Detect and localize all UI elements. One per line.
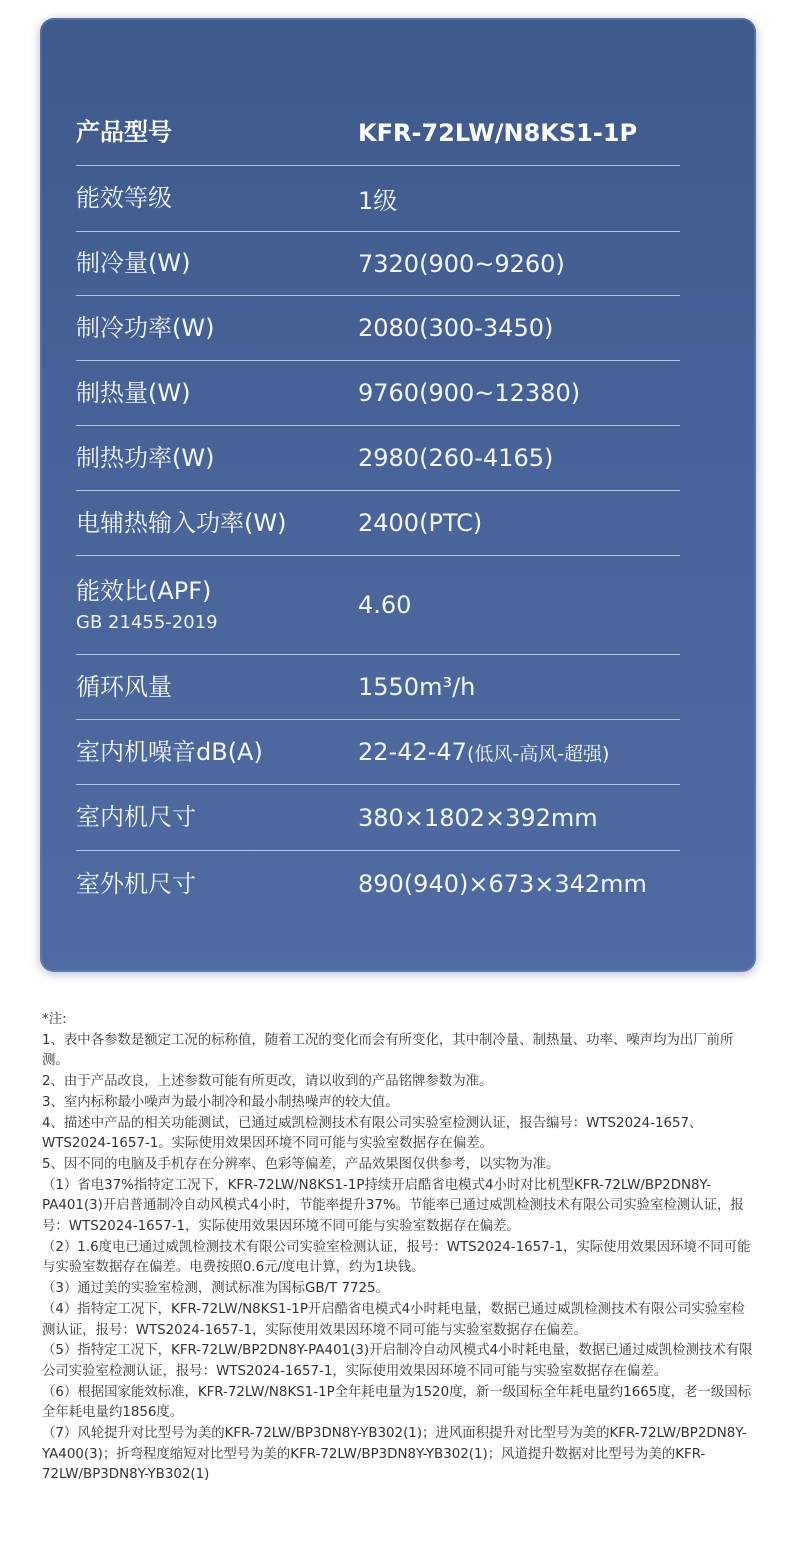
spec-value: 2400(PTC) [358, 509, 483, 537]
spec-label: 制冷量(W) [76, 249, 191, 278]
spec-value-main: 22-42-47 [358, 738, 467, 766]
spec-row-apf [76, 556, 680, 655]
spec-label [76, 577, 358, 633]
spec-row-indoor-size [76, 785, 680, 851]
spec-row-airflow [76, 655, 680, 720]
spec-row-indoor-noise [76, 720, 680, 785]
spec-value [358, 738, 680, 766]
footnote-item: （5）指特定工况下，KFR-72LW/BP2DN8Y-PA401(3)开启制冷自动风模式4小时耗电量，数据已通过威凯检测技术有限公司实验室检测认证，报号：WTS2024-1657-1，实际使用效果因环境不同可能与实验室数据存在偏差。 [42, 1343, 753, 1379]
spec-row-heating-power [76, 426, 680, 491]
spec-label-model: 产品型号 [76, 118, 172, 147]
spec-value: 2080(300-3450) [358, 314, 554, 342]
footnote-item: （3）通过美的实验室检测，测试标准为国标GB/T 7725。 [42, 1281, 389, 1297]
spec-value: 1550m³/h [358, 673, 476, 701]
footnotes-title: *注: [42, 1012, 67, 1027]
spec-value: 2980(260-4165) [358, 444, 554, 472]
spec-label: 室内机噪音dB(A) [76, 737, 263, 766]
spec-value: 9760(900~12380) [358, 379, 581, 407]
spec-value: 4.60 [358, 591, 412, 619]
spec-label: 电辅热输入功率(W) [76, 508, 287, 537]
spec-value: 380×1802×392mm [358, 803, 598, 832]
spec-value: 890(940)×673×342mm [358, 870, 647, 898]
footnote-item: （4）指特定工况下，KFR-72LW/N8KS1-1P开启酷省电模式4小时耗电量，数据已通过威凯检测技术有限公司实验室检测认证，报号：WTS2024-1657-1，实际使用效果因环境不同可能与实验室数据存在偏差。 [42, 1301, 745, 1338]
spec-label: 室外机尺寸 [76, 869, 196, 898]
footnotes [42, 1010, 758, 1486]
spec-row-aux-heater-power [76, 491, 680, 556]
spec-label: 室内机尺寸 [76, 803, 196, 832]
spec-value-suffix: (低风-高风-超强) [466, 743, 610, 765]
footnote-item: 3、室内标称最小噪声为最小制冷和最小制热噪声的较大值。 [42, 1094, 399, 1110]
footnote-item: 1、表中各参数是额定工况的标称值，随着工况的变化而会有所变化，其中制冷量、制热量、功率、噪声均为出厂前所测。 [42, 1032, 734, 1069]
spec-value-model: KFR-72LW/N8KS1-1P [358, 118, 638, 147]
footnote-item: （1）省电37%指特定工况下，KFR-72LW/N8KS1-1P持续开启酷省电模式4小时对比机型KFR-72LW/BP2DN8Y-PA401(3)开启普通制冷自动风模式4小时，节能率提升37%。节能率已通过威凯检测技术有限公司实验室检测认证，报号：WTS2024-1657-1，实际使用效果因环境不同可能与实验室数据存在偏差。 [42, 1177, 744, 1235]
spec-value: 7320(900~9260) [358, 249, 565, 278]
spec-row-cooling-capacity [76, 232, 680, 296]
spec-label-main: 能效比(APF) [76, 576, 212, 605]
footnote-item: （6）根据国家能效标准，KFR-72LW/N8KS1-1P全年耗电量为1520度，新一级国标全年耗电量约1665度，老一级国标全年耗电量约1856度。 [42, 1384, 751, 1421]
spec-row-model [76, 100, 680, 166]
spec-row-heating-capacity [76, 361, 680, 426]
footnote-item: 2、由于产品改良，上述参数可能有所更改，请以收到的产品铭牌参数为准。 [42, 1074, 493, 1090]
spec-label: 制热功率(W) [76, 443, 215, 472]
spec-row-efficiency-grade [76, 166, 680, 232]
footnote-item: 4、描述中产品的相关功能测试，已通过威凯检测技术有限公司实验室检测认证，报告编号：WTS2024-1657、WTS2024-1657-1。实际使用效果因环境不同可能与实验室数据存在偏差。 [42, 1115, 703, 1152]
spec-label: 制热量(W) [76, 378, 191, 407]
footnote-item: （2）1.6度电已通过威凯检测技术有限公司实验室检测认证，报号：WTS2024-1657-1，实际使用效果因环境不同可能与实验室数据存在偏差。电费按照0.6元/度电计算，约为1块钱。 [42, 1239, 751, 1276]
spec-label: 循环风量 [76, 672, 172, 701]
spec-label: 制冷功率(W) [76, 313, 215, 342]
spec-value: 1级 [358, 187, 398, 215]
footnote-item: （7）风轮提升对比型号为美的KFR-72LW/BP3DN8Y-YB302(1)；进风面积提升对比型号为美的KFR-72LW/BP2DN8Y-YA400(3)；折弯程度缩短对比型号为美的KFR-72LW/BP3DN8Y-YB302(1)；风道提升数据对比型号为美的KFR-72LW/BP3DN8Y-YB302(1) [42, 1426, 747, 1483]
spec-label-standard: GB 21455-2019 [76, 611, 218, 633]
spec-row-cooling-power [76, 296, 680, 361]
spec-row-outdoor-size [76, 851, 680, 917]
footnote-item: 5、因不同的电脑及手机存在分辨率、色彩等偏差，产品效果图仅供参考，以实物为准。 [42, 1156, 560, 1172]
spec-label: 能效等级 [76, 184, 172, 213]
